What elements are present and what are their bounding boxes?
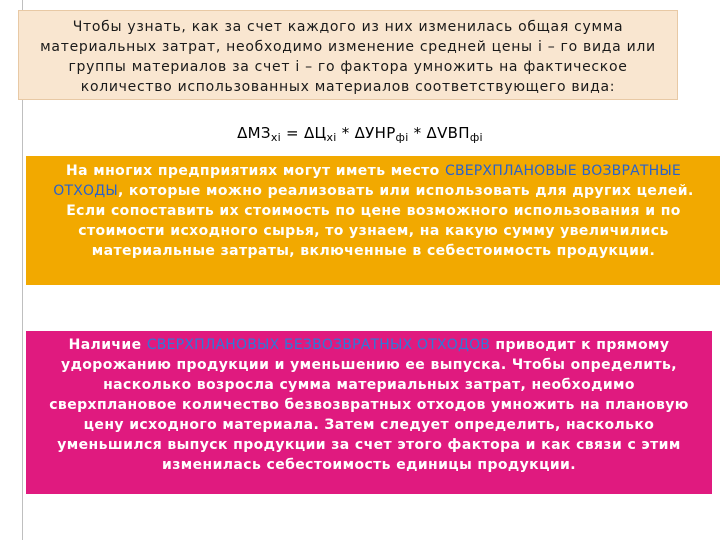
returnable-waste-text-before: На многих предприятиях могут иметь место bbox=[66, 163, 445, 179]
irreversible-waste-highlight: СВЕРХПЛАНОВЫХ БЕЗВОЗВРАТНЫХ ОТХОДОВ bbox=[146, 337, 491, 353]
returnable-waste-highlight: СВЕРХПЛАНОВЫЕ ВОЗВРАТНЫЕ ОТХОДЫ bbox=[53, 163, 681, 199]
irreversible-waste-box bbox=[26, 331, 712, 494]
formula-sub-2: xi bbox=[326, 131, 337, 144]
formula-sub-3: фi bbox=[395, 131, 409, 144]
irreversible-waste-text-before: Наличие bbox=[68, 337, 147, 353]
intro-text: Чтобы узнать, как за счет каждого из них изменилась общая сумма материальных затрат, необходимо изменение средней цены i – го вида или группы материалов за счет i – го фактора умножить на фактическое количество использованных материалов соответствующего вида: bbox=[40, 19, 656, 95]
formula-part-3: * ΔУНР bbox=[336, 124, 396, 142]
intro-text-box bbox=[18, 10, 678, 100]
formula-part-4: * ΔVВП bbox=[408, 124, 470, 142]
formula bbox=[0, 124, 720, 144]
formula-sub-1: xi bbox=[270, 131, 281, 144]
formula-part-2: = ΔЦ bbox=[280, 124, 327, 142]
returnable-waste-text-after: , которые можно реализовать или использовать для других целей. Если сопоставить их стоимость по цене возможного использования и по стоимости исходного сырья, то узнаем, на какую сумму увеличились материальные затраты, включенные в себестоимость продукции. bbox=[66, 183, 694, 259]
formula-sub-4: фi bbox=[469, 131, 483, 144]
returnable-waste-box bbox=[26, 156, 720, 285]
formula-part-1: ΔМЗ bbox=[237, 124, 271, 142]
irreversible-waste-text-after: приводит к прямому удорожанию продукции и уменьшению ее выпуска. Чтобы определить, насколько возросла сумма материальных затрат, необходимо сверхплановое количество безвозвратных отходов умножить на плановую цену исходного материала. Затем следует определить, насколько уменьшился выпуск продукции за счет этого фактора и как связи с этим изменилась себестоимость единицы продукции. bbox=[49, 337, 689, 473]
